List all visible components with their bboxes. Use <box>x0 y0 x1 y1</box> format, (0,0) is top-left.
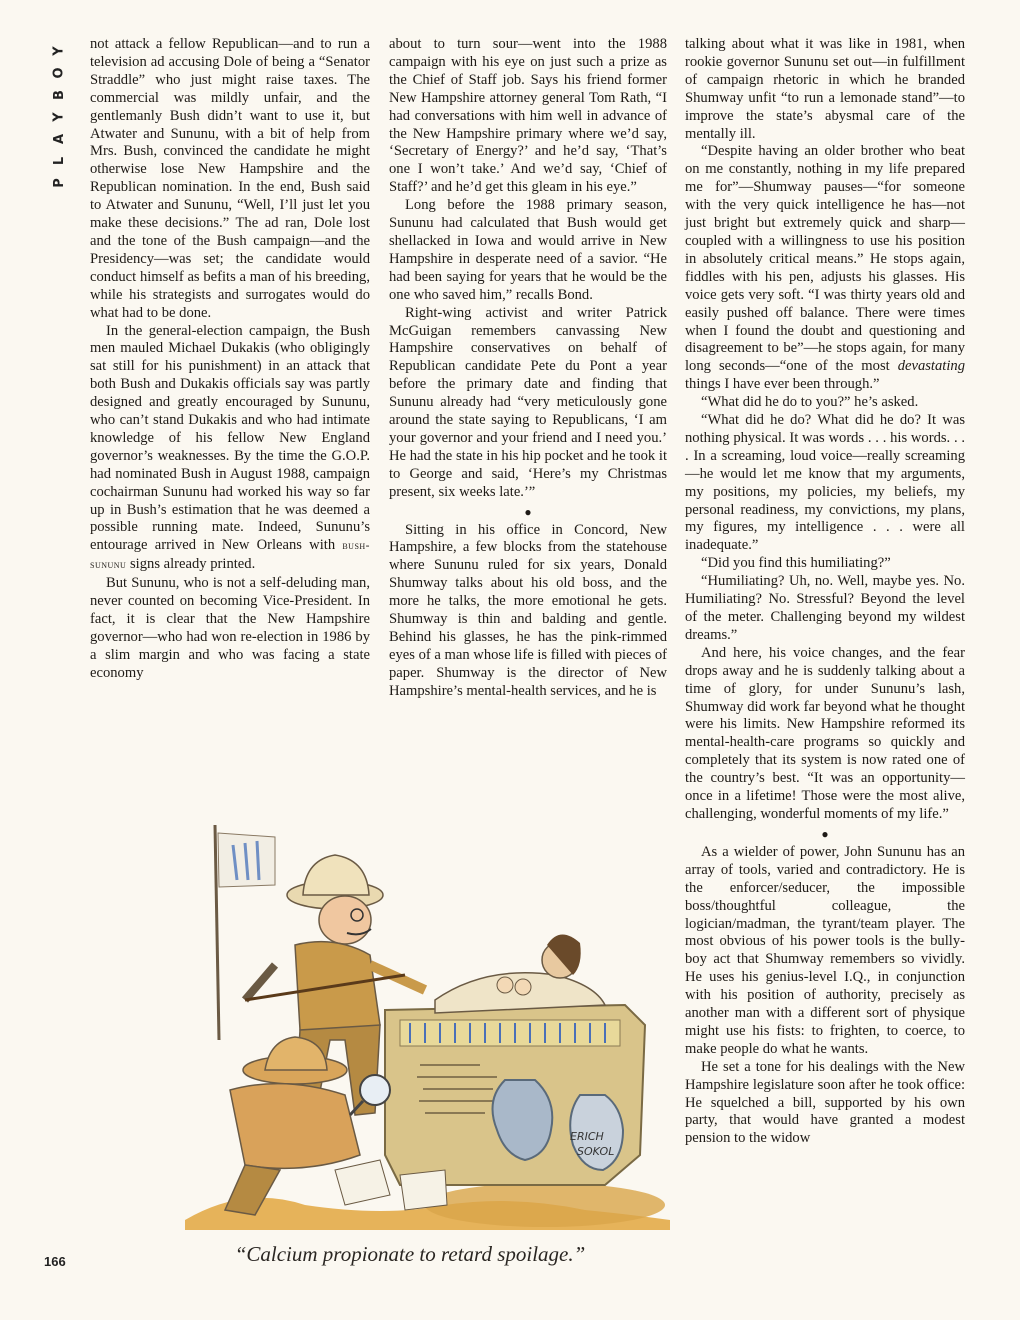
italic-text: devastating <box>897 358 965 375</box>
small-caps-text: bush-sununu <box>90 540 370 572</box>
logo-letter: Y <box>51 46 67 56</box>
magazine-name-vertical <box>52 40 68 194</box>
paragraph: He set a tone for his dealings with the New Hampshire legislature soon after he took office: He squelched a bill, supported by his own party, that would have granted a modest pension to the widow <box>685 1058 965 1147</box>
paragraph: As a wielder of power, John Sununu has an array of tools, varied and contradictory. He is the enforcer/seducer, the impossible boss/thoughtful colleague, the logician/madman, the tyrant/team player. The most obvious of his power tools is the bully-boy act that Shumway remembers so vividly. He uses his genius-level I.Q., in conjunction with his position of authority, precisely as another man with a different sort of physique might use his fists: to frighten, to coerce, to make people do what he wants. <box>685 843 965 1057</box>
logo-letter: L <box>51 156 67 166</box>
paragraph-text: signs already printed. <box>126 556 256 573</box>
article-column-3 <box>685 36 965 1148</box>
cartoon-illustration <box>185 825 670 1230</box>
paragraph: “What did he do? What did he do? It was nothing physical. It was words . . . his words. . . . In a screaming, loud voice—really screaming—he would let me know that my arguments, my positions, my policies, my beliefs, my personal readiness, my convictions, my plans, my figures, my intelligence . . . were all inadequate.” <box>685 412 965 554</box>
logo-letter: Y <box>51 112 67 122</box>
page-number: 166 <box>44 1254 66 1269</box>
article-column-2 <box>389 36 667 701</box>
paragraph: “Humiliating? Uh, no. Well, maybe yes. No. Humiliating? No. Stressful? Beyond the level of the meter. Challenging beyond my wildest dreams.” <box>685 573 965 643</box>
logo-letter: B <box>51 90 67 100</box>
paragraph: And here, his voice changes, and the fear drops away and he is suddenly talking about a time of glory, for under Sununu’s lash, Shumway did work far beyond what he thought were his limits. New Hampshire reformed its mental-health-care programs so quickly and completely that its system is now rated one of the country’s best. “It was an opportunity—once in a lifetime! Those were the most alive, challenging, wonderful moments of my life.” <box>685 644 965 822</box>
paragraph: Sitting in his office in Concord, New Hampshire, a few blocks from the statehouse where Sununu ruled for six years, Donald Shumway talks about his old boss, and the more he talks, the more emotional he gets. Shumway is thin and balding and gentle. Behind his glasses, he has the pink-rimmed eyes of a man whose life is filled with pieces of paper. Shumway is the director of New Hampshire’s mental-health services, and he is <box>389 521 668 699</box>
cartoon-caption: “Calcium propionate to retard spoilage.” <box>234 1242 586 1266</box>
paragraph-text: “Despite having an older brother who beat on me constantly, nothing in my life prepared me for”—Shumway pauses—“for someone with the very quick intelligence he has—not just bright but extremely quick and sharp—coupled with a willingness to use his position in absolutely critical means.” He stops again, fiddles with his pen, adjusts his glasses. His voice gets very soft. “I was thirty years old and easily pushed off balance. There were times when I found the doubt and questioning and disagreement to be”—he stops again, for many long seconds—“one of the most <box>685 143 965 375</box>
section-bullet: ● <box>524 504 532 519</box>
paragraph: talking about what it was like in 1981, when rookie governor Sununu set out—in fulfillment of campaign rhetoric in which he branded Shumway unfit “to run a lemonade stand”—to improve the state’s abysmal care of the mentally ill. <box>685 36 965 142</box>
cartoonist-signature: ERICH <box>570 1130 604 1143</box>
section-bullet: ● <box>821 826 829 841</box>
article-column-1 <box>90 36 370 683</box>
paragraph: not attack a fellow Republican—and to run a television ad accusing Dole of being a “Senator Straddle” who just might raise taxes. The commercial was mildly unfair, and the gentlemanly Bush didn’t want to use it, but Atwater and Sununu, with a bit of help from Mrs. Bush, convinced the candidate he might otherwise lose New Hampshire and the Republican nomination. In the end, Bush said to Atwater and Sununu, “Well, I’ll just let you make these decisions.” The ad ran, Dole lost and the tone of the Bush campaign—and the Presidency—was set; the candidate would conduct himself as befits a man of his breeding, while his strategists and surrogates would do what had to be done. <box>90 36 370 321</box>
paragraph-text: things I have ever been through.” <box>685 376 880 393</box>
paragraph: Long before the 1988 primary season, Sununu had calculated that Bush would get shellacked in Iowa and would arrive in New Hampshire in desperate need of a savior. “He had been saying for years that he would be the one who saved him,” recalls Bond. <box>389 197 667 303</box>
logo-letter: A <box>52 133 67 145</box>
paragraph <box>90 323 370 576</box>
paragraph-text: In the general-election campaign, the Bush men mauled Michael Dukakis (who obligingly sat still for his punishment) in an attack that both Bush and Dukakis officials say was partly designed and greatly encouraged by Sununu, who can’t stand Dukakis and who had intimate knowledge of his fellow New England governor’s weaknesses. By the time the G.O.P. had nominated Bush in August 1988, campaign cochairman Sununu had worked his way so far up in Bush’s estimation that he was deemed a possible running mate. Indeed, Sununu’s entourage arrived in New Orleans with <box>90 322 370 554</box>
paragraph: “What did he do to you?” he’s asked. <box>701 394 919 411</box>
logo-letter: P <box>52 178 67 188</box>
paragraph: “Did you find this humiliating?” <box>701 555 891 572</box>
logo-letter: O <box>52 67 67 79</box>
paragraph: about to turn sour—went into the 1988 campaign with his eye on just such a prize as the Chief of Staff job. Says his friend former New Hampshire attorney general Tom Rath, “I had conversations with him well in advance of the New Hampshire primary where we’d say, ‘Secretary of Energy?’ and he’d say, ‘That’s one I won’t take.’ And we’d say, ‘Chief of Staff?’ and he’d get this gleam in his eye.” <box>389 36 667 196</box>
cartoonist-signature: SOKOL <box>577 1145 615 1158</box>
paragraph: But Sununu, who is not a self-deluding man, never counted on becoming Vice-President. In fact, it is clear that the New Hampshire governor—who had won re-election in 1986 by a slim margin and who was facing a state economy <box>90 575 370 681</box>
paragraph <box>685 143 965 394</box>
paragraph: Right-wing activist and writer Patrick McGuigan remembers canvassing New Hampshire conservatives on behalf of Republican candidate Pete du Pont a year before the primary date and finding that Sununu already had “very meticulously gone around the state saying to Republicans, ‘I am your governor and your friend and I need you.’ He had the state in his hip pocket and he took it to George and said, ‘Here’s my Christmas present, six weeks late.’” <box>389 304 667 500</box>
